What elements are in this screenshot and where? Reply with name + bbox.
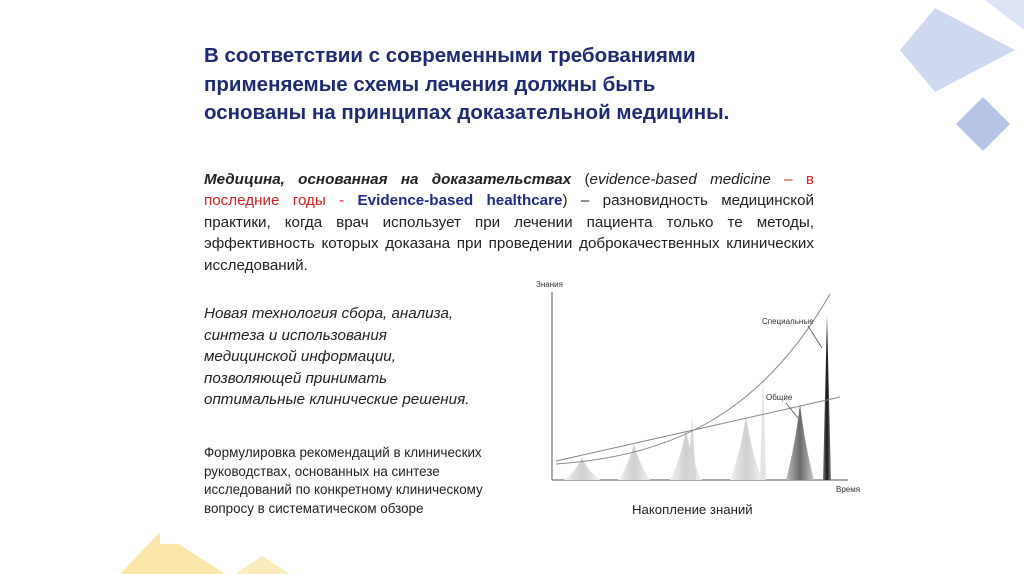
special-knowledge-label: Специальные — [762, 317, 814, 326]
peak-2 — [618, 444, 650, 480]
decor-diamond-small — [956, 97, 1010, 151]
recommendation-text — [204, 444, 544, 518]
technology-description — [204, 303, 534, 411]
general-leader — [786, 403, 798, 418]
title-line-3: основаны на принципах доказательной медицины. — [204, 101, 730, 124]
tech-line-2: синтеза и использования — [204, 326, 387, 344]
special-leader — [808, 326, 822, 348]
y-axis-label: Знания — [536, 280, 563, 289]
recommend-line-4: вопросу в систематическом обзоре — [204, 500, 424, 516]
definition-term: Медицина, основанная на доказательствах — [204, 171, 572, 188]
peak-4 — [730, 416, 762, 480]
knowledge-accumulation-diagram — [530, 276, 870, 500]
tech-line-5: оптимальные клинические решения. — [204, 391, 470, 409]
definition-healthcare-term: Evidence-based healthcare — [357, 192, 563, 210]
definition-body: ) – разновидность медицинской практики, когда врач использует при лечении пациента только те методы, эффективность которых доказана при проведении доброкачественных клинических исследований. — [204, 192, 815, 274]
general-knowledge-label: Общие — [766, 393, 793, 402]
recommend-line-3: исследований по конкретному клиническому — [204, 482, 483, 498]
definition-recent-years: – в последние годы - — [204, 171, 814, 210]
decor-diamond-large — [900, 8, 1015, 92]
peak-5 — [786, 404, 814, 480]
peak-6-spike — [823, 316, 831, 480]
peak-3 — [670, 430, 702, 480]
definition-english-term: evidence-based medicine — [589, 171, 771, 188]
tech-line-3: медицинской информации, — [204, 348, 396, 366]
chart-caption: Накопление знаний — [632, 502, 753, 517]
definition-open-paren: ( — [571, 171, 590, 188]
slide-title — [204, 42, 844, 128]
tech-line-1: Новая технология сбора, анализа, — [204, 305, 454, 322]
decor-triangle-corner — [985, 0, 1024, 30]
recommend-line-2: руководствах, основанных на синтезе — [204, 463, 440, 479]
decor-yellow-triangle-2 — [235, 556, 290, 574]
tech-line-4: позволяющей принимать — [204, 369, 388, 387]
title-line-2: применяемые схемы лечения должны быть — [204, 72, 656, 96]
x-axis-label: Время — [836, 485, 861, 494]
peak-4-spike — [760, 372, 766, 480]
ebm-definition — [204, 169, 814, 276]
title-line-1: В соответствии с современными требованиями — [204, 44, 696, 67]
recommend-line-1: Формулировка рекомендаций в клинических — [204, 445, 482, 460]
